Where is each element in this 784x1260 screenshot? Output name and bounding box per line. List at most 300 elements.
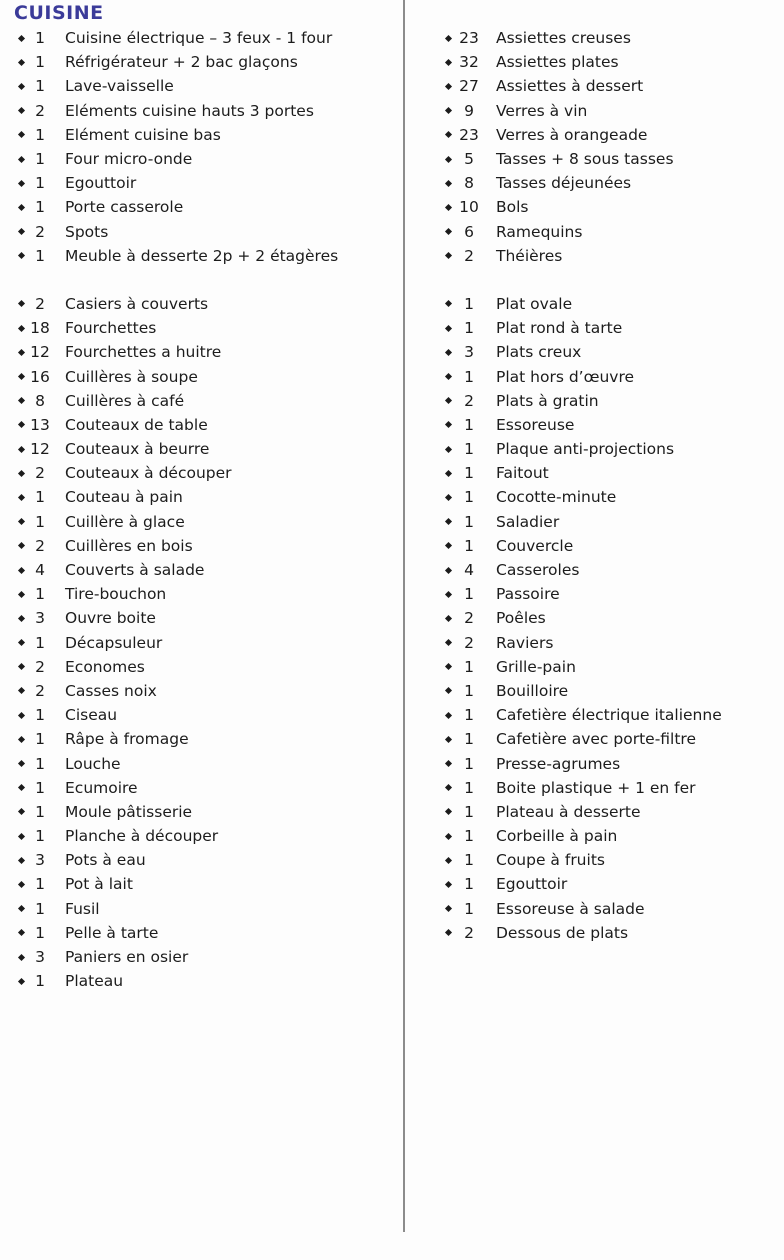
diamond-bullet-icon bbox=[14, 108, 28, 113]
item-quantity: 1 bbox=[35, 802, 45, 821]
item-label: Couverts à salade bbox=[65, 561, 205, 580]
diamond-bullet-icon bbox=[14, 60, 28, 65]
item-quantity: 4 bbox=[35, 561, 45, 580]
list-item bbox=[14, 776, 402, 800]
item-label: Couteaux à découper bbox=[65, 464, 232, 483]
item-quantity: 1 bbox=[35, 730, 45, 749]
list-item bbox=[14, 824, 402, 848]
item-label: Couteaux à beurre bbox=[65, 440, 210, 459]
list-item bbox=[14, 123, 402, 147]
item-label: Plateau bbox=[65, 972, 124, 991]
diamond-bullet-icon bbox=[14, 688, 28, 693]
diamond-bullet-icon bbox=[14, 229, 28, 234]
diamond-bullet-icon bbox=[14, 471, 28, 476]
item-quantity: 23 bbox=[459, 125, 479, 144]
item-label: Essoreuse à salade bbox=[496, 899, 645, 918]
item-quantity: 1 bbox=[464, 778, 474, 797]
diamond-bullet-icon bbox=[441, 713, 455, 718]
item-group bbox=[14, 26, 402, 268]
item-label: Four micro-onde bbox=[65, 150, 193, 169]
diamond-bullet-icon bbox=[14, 253, 28, 258]
item-label: Planche à découper bbox=[65, 827, 219, 846]
item-quantity: 1 bbox=[464, 827, 474, 846]
item-quantity: 1 bbox=[464, 319, 474, 338]
diamond-bullet-icon bbox=[14, 834, 28, 839]
list-item bbox=[14, 558, 402, 582]
list-item bbox=[14, 316, 402, 340]
item-label: Egouttoir bbox=[65, 174, 137, 193]
item-quantity: 2 bbox=[35, 657, 45, 676]
list-item bbox=[441, 461, 783, 485]
diamond-bullet-icon bbox=[14, 761, 28, 766]
item-label: Verres à orangeade bbox=[496, 125, 648, 144]
item-quantity: 1 bbox=[35, 754, 45, 773]
list-item bbox=[441, 244, 783, 268]
item-quantity: 1 bbox=[464, 851, 474, 870]
item-quantity: 1 bbox=[35, 125, 45, 144]
diamond-bullet-icon bbox=[14, 616, 28, 621]
item-label: Faitout bbox=[496, 464, 549, 483]
diamond-bullet-icon bbox=[441, 761, 455, 766]
list-item bbox=[441, 99, 783, 123]
item-quantity: 1 bbox=[35, 198, 45, 217]
item-quantity: 1 bbox=[35, 77, 45, 96]
item-quantity: 6 bbox=[464, 222, 474, 241]
item-label: Casiers à couverts bbox=[65, 294, 209, 313]
list-item bbox=[441, 364, 783, 388]
item-label: Essoreuse bbox=[496, 415, 575, 434]
list-item bbox=[14, 389, 402, 413]
diamond-bullet-icon bbox=[441, 108, 455, 113]
item-label: Cafetière électrique italienne bbox=[496, 706, 722, 725]
list-item bbox=[14, 147, 402, 171]
item-label: Louche bbox=[65, 754, 121, 773]
item-quantity: 1 bbox=[464, 367, 474, 386]
item-quantity: 1 bbox=[35, 488, 45, 507]
item-label: Décapsuleur bbox=[65, 633, 163, 652]
list-item bbox=[14, 244, 402, 268]
list-item bbox=[441, 292, 783, 316]
item-label: Economes bbox=[65, 657, 145, 676]
item-label: Paniers en osier bbox=[65, 948, 189, 967]
list-item bbox=[14, 26, 402, 50]
diamond-bullet-icon bbox=[441, 422, 455, 427]
list-item bbox=[441, 800, 783, 824]
list-item bbox=[14, 727, 402, 751]
list-item bbox=[441, 413, 783, 437]
item-label: Couteaux de table bbox=[65, 415, 208, 434]
item-quantity: 10 bbox=[459, 198, 479, 217]
list-item bbox=[441, 123, 783, 147]
item-quantity: 12 bbox=[30, 343, 50, 362]
item-quantity: 1 bbox=[464, 294, 474, 313]
item-quantity: 2 bbox=[35, 536, 45, 555]
item-quantity: 1 bbox=[464, 585, 474, 604]
item-quantity: 2 bbox=[35, 222, 45, 241]
item-label: Passoire bbox=[496, 585, 560, 604]
list-item bbox=[14, 921, 402, 945]
item-label: Spots bbox=[65, 222, 109, 241]
item-label: Plat ovale bbox=[496, 294, 573, 313]
item-label: Plateau à desserte bbox=[496, 802, 641, 821]
item-label: Râpe à fromage bbox=[65, 730, 189, 749]
item-group bbox=[441, 292, 783, 945]
item-quantity: 2 bbox=[464, 246, 474, 265]
list-item bbox=[14, 99, 402, 123]
item-quantity: 2 bbox=[35, 101, 45, 120]
list-item bbox=[441, 220, 783, 244]
item-label: Fusil bbox=[65, 899, 100, 918]
item-quantity: 1 bbox=[35, 512, 45, 531]
item-label: Cafetière avec porte-filtre bbox=[496, 730, 697, 749]
list-item bbox=[441, 751, 783, 775]
item-label: Ramequins bbox=[496, 222, 583, 241]
list-item bbox=[14, 969, 402, 993]
diamond-bullet-icon bbox=[14, 640, 28, 645]
item-label: Lave-vaisselle bbox=[65, 77, 174, 96]
list-item bbox=[14, 800, 402, 824]
list-item bbox=[441, 606, 783, 630]
item-label: Ecumoire bbox=[65, 778, 138, 797]
diamond-bullet-icon bbox=[14, 858, 28, 863]
item-label: Fourchettes bbox=[65, 319, 157, 338]
diamond-bullet-icon bbox=[441, 326, 455, 331]
item-label: Théières bbox=[496, 246, 563, 265]
diamond-bullet-icon bbox=[14, 447, 28, 452]
item-quantity: 1 bbox=[464, 464, 474, 483]
item-quantity: 1 bbox=[35, 633, 45, 652]
item-quantity: 1 bbox=[35, 706, 45, 725]
diamond-bullet-icon bbox=[441, 737, 455, 742]
item-label: Ciseau bbox=[65, 706, 118, 725]
page-title: CUISINE bbox=[14, 2, 104, 24]
diamond-bullet-icon bbox=[441, 930, 455, 935]
list-item bbox=[14, 679, 402, 703]
list-item bbox=[14, 534, 402, 558]
item-label: Tire-bouchon bbox=[65, 585, 167, 604]
list-item bbox=[14, 872, 402, 896]
item-quantity: 1 bbox=[35, 827, 45, 846]
item-quantity: 1 bbox=[464, 875, 474, 894]
item-quantity: 5 bbox=[464, 150, 474, 169]
diamond-bullet-icon bbox=[441, 301, 455, 306]
item-label: Meuble à desserte 2p + 2 étagères bbox=[65, 246, 339, 265]
item-quantity: 1 bbox=[464, 730, 474, 749]
item-quantity: 1 bbox=[35, 174, 45, 193]
list-item bbox=[441, 582, 783, 606]
diamond-bullet-icon bbox=[14, 809, 28, 814]
item-quantity: 1 bbox=[35, 899, 45, 918]
item-label: Ouvre boite bbox=[65, 609, 156, 628]
item-label: Corbeille à pain bbox=[496, 827, 618, 846]
item-label: Elément cuisine bas bbox=[65, 125, 221, 144]
item-label: Assiettes à dessert bbox=[496, 77, 644, 96]
diamond-bullet-icon bbox=[441, 616, 455, 621]
item-label: Cuisine électrique – 3 feux - 1 four bbox=[65, 29, 333, 48]
item-quantity: 1 bbox=[464, 706, 474, 725]
item-quantity: 1 bbox=[464, 512, 474, 531]
item-quantity: 1 bbox=[35, 778, 45, 797]
item-label: Fourchettes a huitre bbox=[65, 343, 222, 362]
diamond-bullet-icon bbox=[441, 858, 455, 863]
item-quantity: 18 bbox=[30, 319, 50, 338]
item-quantity: 1 bbox=[35, 53, 45, 72]
diamond-bullet-icon bbox=[14, 955, 28, 960]
list-item bbox=[14, 74, 402, 98]
item-label: Couvercle bbox=[496, 536, 574, 555]
list-item bbox=[14, 582, 402, 606]
list-item bbox=[441, 776, 783, 800]
item-quantity: 2 bbox=[464, 633, 474, 652]
list-item bbox=[441, 655, 783, 679]
item-label: Cocotte-minute bbox=[496, 488, 617, 507]
item-label: Plats creux bbox=[496, 343, 582, 362]
item-label: Dessous de plats bbox=[496, 923, 629, 942]
diamond-bullet-icon bbox=[441, 447, 455, 452]
diamond-bullet-icon bbox=[14, 568, 28, 573]
diamond-bullet-icon bbox=[441, 398, 455, 403]
diamond-bullet-icon bbox=[441, 229, 455, 234]
item-group bbox=[14, 292, 402, 993]
item-label: Porte casserole bbox=[65, 198, 184, 217]
list-item bbox=[14, 195, 402, 219]
diamond-bullet-icon bbox=[441, 374, 455, 379]
diamond-bullet-icon bbox=[14, 785, 28, 790]
item-quantity: 1 bbox=[35, 150, 45, 169]
diamond-bullet-icon bbox=[441, 350, 455, 355]
item-label: Plat rond à tarte bbox=[496, 319, 623, 338]
item-label: Casseroles bbox=[496, 561, 580, 580]
list-item bbox=[14, 292, 402, 316]
item-quantity: 1 bbox=[464, 681, 474, 700]
item-quantity: 1 bbox=[35, 923, 45, 942]
list-item bbox=[14, 848, 402, 872]
item-quantity: 1 bbox=[464, 440, 474, 459]
item-label: Tasses + 8 sous tasses bbox=[496, 150, 674, 169]
list-item bbox=[441, 703, 783, 727]
list-item bbox=[441, 824, 783, 848]
list-item bbox=[441, 147, 783, 171]
list-item bbox=[441, 340, 783, 364]
item-quantity: 2 bbox=[464, 391, 474, 410]
list-item bbox=[441, 26, 783, 50]
diamond-bullet-icon bbox=[441, 36, 455, 41]
diamond-bullet-icon bbox=[14, 398, 28, 403]
list-item bbox=[14, 461, 402, 485]
list-item bbox=[441, 679, 783, 703]
item-label: Poêles bbox=[496, 609, 546, 628]
diamond-bullet-icon bbox=[441, 834, 455, 839]
item-label: Raviers bbox=[496, 633, 554, 652]
item-quantity: 32 bbox=[459, 53, 479, 72]
diamond-bullet-icon bbox=[14, 930, 28, 935]
diamond-bullet-icon bbox=[441, 157, 455, 162]
diamond-bullet-icon bbox=[14, 301, 28, 306]
item-label: Saladier bbox=[496, 512, 560, 531]
item-label: Couteau à pain bbox=[65, 488, 183, 507]
list-item bbox=[441, 727, 783, 751]
item-quantity: 1 bbox=[464, 488, 474, 507]
list-item bbox=[441, 195, 783, 219]
item-quantity: 3 bbox=[464, 343, 474, 362]
list-item bbox=[14, 364, 402, 388]
item-quantity: 23 bbox=[459, 29, 479, 48]
list-item bbox=[14, 171, 402, 195]
list-item bbox=[441, 485, 783, 509]
item-label: Assiettes plates bbox=[496, 53, 619, 72]
list-item bbox=[441, 872, 783, 896]
diamond-bullet-icon bbox=[14, 84, 28, 89]
diamond-bullet-icon bbox=[14, 181, 28, 186]
diamond-bullet-icon bbox=[441, 785, 455, 790]
item-label: Pot à lait bbox=[65, 875, 133, 894]
item-label: Plaque anti-projections bbox=[496, 440, 675, 459]
inventory-column-right bbox=[441, 26, 783, 945]
diamond-bullet-icon bbox=[441, 519, 455, 524]
item-quantity: 1 bbox=[35, 246, 45, 265]
diamond-bullet-icon bbox=[441, 471, 455, 476]
diamond-bullet-icon bbox=[14, 350, 28, 355]
item-quantity: 2 bbox=[35, 681, 45, 700]
item-quantity: 2 bbox=[464, 609, 474, 628]
diamond-bullet-icon bbox=[14, 979, 28, 984]
diamond-bullet-icon bbox=[14, 882, 28, 887]
list-item bbox=[441, 534, 783, 558]
diamond-bullet-icon bbox=[14, 205, 28, 210]
list-item bbox=[441, 558, 783, 582]
list-item bbox=[441, 897, 783, 921]
item-quantity: 27 bbox=[459, 77, 479, 96]
item-label: Boite plastique + 1 en fer bbox=[496, 778, 696, 797]
item-quantity: 1 bbox=[464, 657, 474, 676]
diamond-bullet-icon bbox=[441, 495, 455, 500]
list-item bbox=[441, 848, 783, 872]
item-quantity: 16 bbox=[30, 367, 50, 386]
diamond-bullet-icon bbox=[14, 374, 28, 379]
diamond-bullet-icon bbox=[441, 253, 455, 258]
diamond-bullet-icon bbox=[441, 882, 455, 887]
list-item bbox=[14, 897, 402, 921]
diamond-bullet-icon bbox=[441, 543, 455, 548]
diamond-bullet-icon bbox=[441, 809, 455, 814]
item-quantity: 13 bbox=[30, 415, 50, 434]
list-item bbox=[14, 485, 402, 509]
item-quantity: 8 bbox=[464, 174, 474, 193]
item-label: Cuillère à glace bbox=[65, 512, 185, 531]
item-quantity: 1 bbox=[464, 536, 474, 555]
item-label: Verres à vin bbox=[496, 101, 588, 120]
item-label: Assiettes creuses bbox=[496, 29, 631, 48]
item-label: Egouttoir bbox=[496, 875, 568, 894]
diamond-bullet-icon bbox=[14, 422, 28, 427]
item-quantity: 2 bbox=[35, 294, 45, 313]
item-label: Moule pâtisserie bbox=[65, 802, 193, 821]
diamond-bullet-icon bbox=[441, 132, 455, 137]
item-quantity: 1 bbox=[35, 29, 45, 48]
diamond-bullet-icon bbox=[14, 157, 28, 162]
item-quantity: 1 bbox=[464, 754, 474, 773]
list-item bbox=[14, 50, 402, 74]
list-item bbox=[14, 220, 402, 244]
item-label: Plats à gratin bbox=[496, 391, 599, 410]
list-item bbox=[441, 74, 783, 98]
item-label: Bouilloire bbox=[496, 681, 569, 700]
list-item bbox=[441, 510, 783, 534]
diamond-bullet-icon bbox=[441, 688, 455, 693]
item-quantity: 8 bbox=[35, 391, 45, 410]
diamond-bullet-icon bbox=[441, 181, 455, 186]
diamond-bullet-icon bbox=[441, 568, 455, 573]
item-quantity: 3 bbox=[35, 609, 45, 628]
item-quantity: 12 bbox=[30, 440, 50, 459]
diamond-bullet-icon bbox=[14, 906, 28, 911]
list-item bbox=[14, 945, 402, 969]
list-item bbox=[441, 631, 783, 655]
diamond-bullet-icon bbox=[14, 36, 28, 41]
item-quantity: 1 bbox=[464, 415, 474, 434]
diamond-bullet-icon bbox=[14, 132, 28, 137]
list-item bbox=[14, 606, 402, 630]
item-quantity: 4 bbox=[464, 561, 474, 580]
diamond-bullet-icon bbox=[14, 737, 28, 742]
list-item bbox=[14, 631, 402, 655]
diamond-bullet-icon bbox=[441, 640, 455, 645]
item-label: Cuillères à café bbox=[65, 391, 185, 410]
item-label: Pots à eau bbox=[65, 851, 146, 870]
item-label: Bols bbox=[496, 198, 529, 217]
diamond-bullet-icon bbox=[14, 495, 28, 500]
item-quantity: 3 bbox=[35, 948, 45, 967]
item-quantity: 1 bbox=[35, 875, 45, 894]
diamond-bullet-icon bbox=[441, 205, 455, 210]
diamond-bullet-icon bbox=[441, 84, 455, 89]
item-quantity: 2 bbox=[35, 464, 45, 483]
list-item bbox=[441, 437, 783, 461]
diamond-bullet-icon bbox=[14, 713, 28, 718]
item-label: Tasses déjeunées bbox=[496, 174, 632, 193]
diamond-bullet-icon bbox=[441, 906, 455, 911]
list-item bbox=[441, 921, 783, 945]
item-quantity: 3 bbox=[35, 851, 45, 870]
item-group bbox=[441, 26, 783, 268]
list-item bbox=[14, 437, 402, 461]
diamond-bullet-icon bbox=[14, 326, 28, 331]
list-item bbox=[441, 50, 783, 74]
item-label: Presse-agrumes bbox=[496, 754, 621, 773]
list-item bbox=[14, 510, 402, 534]
item-quantity: 2 bbox=[464, 923, 474, 942]
diamond-bullet-icon bbox=[441, 592, 455, 597]
item-label: Plat hors d’œuvre bbox=[496, 367, 635, 386]
item-label: Réfrigérateur + 2 bac glaçons bbox=[65, 53, 298, 72]
item-label: Cuillères en bois bbox=[65, 536, 193, 555]
list-item bbox=[14, 655, 402, 679]
list-item bbox=[441, 171, 783, 195]
list-item bbox=[441, 316, 783, 340]
diamond-bullet-icon bbox=[14, 664, 28, 669]
item-quantity: 9 bbox=[464, 101, 474, 120]
list-item bbox=[14, 340, 402, 364]
diamond-bullet-icon bbox=[441, 664, 455, 669]
diamond-bullet-icon bbox=[14, 592, 28, 597]
inventory-column-left bbox=[14, 26, 402, 993]
list-item bbox=[14, 413, 402, 437]
item-quantity: 1 bbox=[35, 585, 45, 604]
item-label: Casses noix bbox=[65, 681, 157, 700]
list-item bbox=[14, 751, 402, 775]
column-divider-line bbox=[403, 0, 405, 1232]
item-quantity: 1 bbox=[464, 899, 474, 918]
